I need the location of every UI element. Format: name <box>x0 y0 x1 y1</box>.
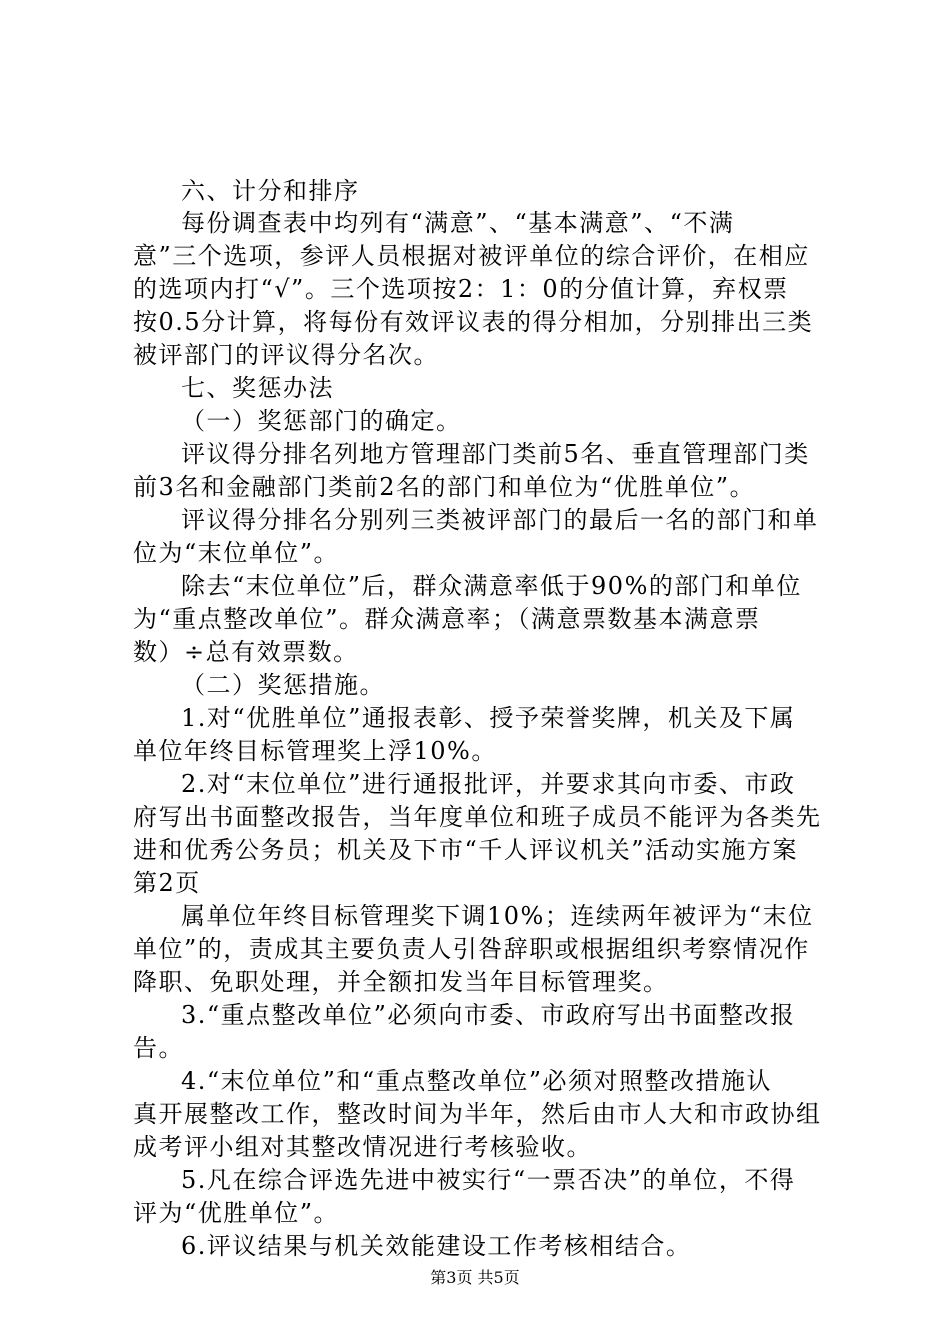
list-item-line: 府写出书面整改报告，当年度单位和班子成员不能评为各类先 <box>133 803 822 831</box>
paragraph-line: 意”三个选项，参评人员根据对被评单位的综合评价，在相应 <box>133 242 810 270</box>
section-heading-rewards: 七、奖惩办法 <box>181 374 334 402</box>
list-item-line: 真开展整改工作，整改时间为半年，然后由市人大和市政协组 <box>133 1100 822 1128</box>
list-item-line: 属单位年终目标管理奖下调10%；连续两年被评为“末位 <box>181 902 814 930</box>
list-item-line: 4.“末位单位”和“重点整改单位”必须对照整改措施认 <box>181 1067 772 1095</box>
paragraph-line: 除去“末位单位”后，群众满意率低于90%的部门和单位 <box>181 572 802 600</box>
paragraph-line: 评议得分排名分别列三类被评部门的最后一名的部门和单 <box>181 506 819 534</box>
list-item-line: 单位”的，责成其主要负责人引咎辞职或根据组织考察情况作 <box>133 935 810 963</box>
paragraph-line: 被评部门的评议得分名次。 <box>133 341 439 369</box>
paragraph-line: 前3名和金融部门类前2名的部门和单位为“优胜单位”。 <box>133 473 756 501</box>
list-item-line: 3.“重点整改单位”必须向市委、市政府写出书面整改报 <box>181 1001 796 1029</box>
paragraph-line: 每份调查表中均列有“满意”、“基本满意”、“不满 <box>181 209 735 237</box>
page-footer: 第3页 共5页 <box>430 1268 520 1287</box>
paragraph-line: 为“重点整改单位”。群众满意率；（满意票数基本满意票 <box>133 605 761 633</box>
list-item-line: 5.凡在综合评选先进中被实行“一票否决”的单位，不得 <box>181 1166 796 1194</box>
list-item-line: 降职、免职处理，并全额扣发当年目标管理奖。 <box>133 968 669 996</box>
list-item-line: 6.评议结果与机关效能建设工作考核相结合。 <box>181 1232 692 1260</box>
list-item-line: 单位年终目标管理奖上浮10%。 <box>133 737 497 765</box>
paragraph-line: 按0.5分计算，将每份有效评议表的得分相加，分别排出三类 <box>133 308 814 336</box>
list-item-line: 告。 <box>133 1034 184 1062</box>
section-heading-scoring: 六、计分和排序 <box>181 177 360 205</box>
list-item-line: 1.对“优胜单位”通报表彰、授予荣誉奖牌，机关及下属 <box>181 704 796 732</box>
embedded-page-marker: 第2页 <box>133 869 201 897</box>
paragraph-line: 的选项内打“√”。三个选项按2：1：0的分值计算，弃权票 <box>133 275 789 303</box>
subsection-heading: （二）奖惩措施。 <box>181 671 385 699</box>
list-item-line: 2.对“末位单位”进行通报批评，并要求其向市委、市政 <box>181 770 796 798</box>
paragraph-line: 评议得分排名列地方管理部门类前5名、垂直管理部门类 <box>181 440 810 468</box>
paragraph-line: 数）÷总有效票数。 <box>133 638 359 666</box>
list-item-line: 评为“优胜单位”。 <box>133 1199 340 1227</box>
subsection-heading: （一）奖惩部门的确定。 <box>181 407 462 435</box>
list-item-line: 成考评小组对其整改情况进行考核验收。 <box>133 1133 592 1161</box>
list-item-line: 进和优秀公务员；机关及下市“千人评议机关”活动实施方案 <box>133 836 799 864</box>
paragraph-line: 位为“末位单位”。 <box>133 539 340 567</box>
